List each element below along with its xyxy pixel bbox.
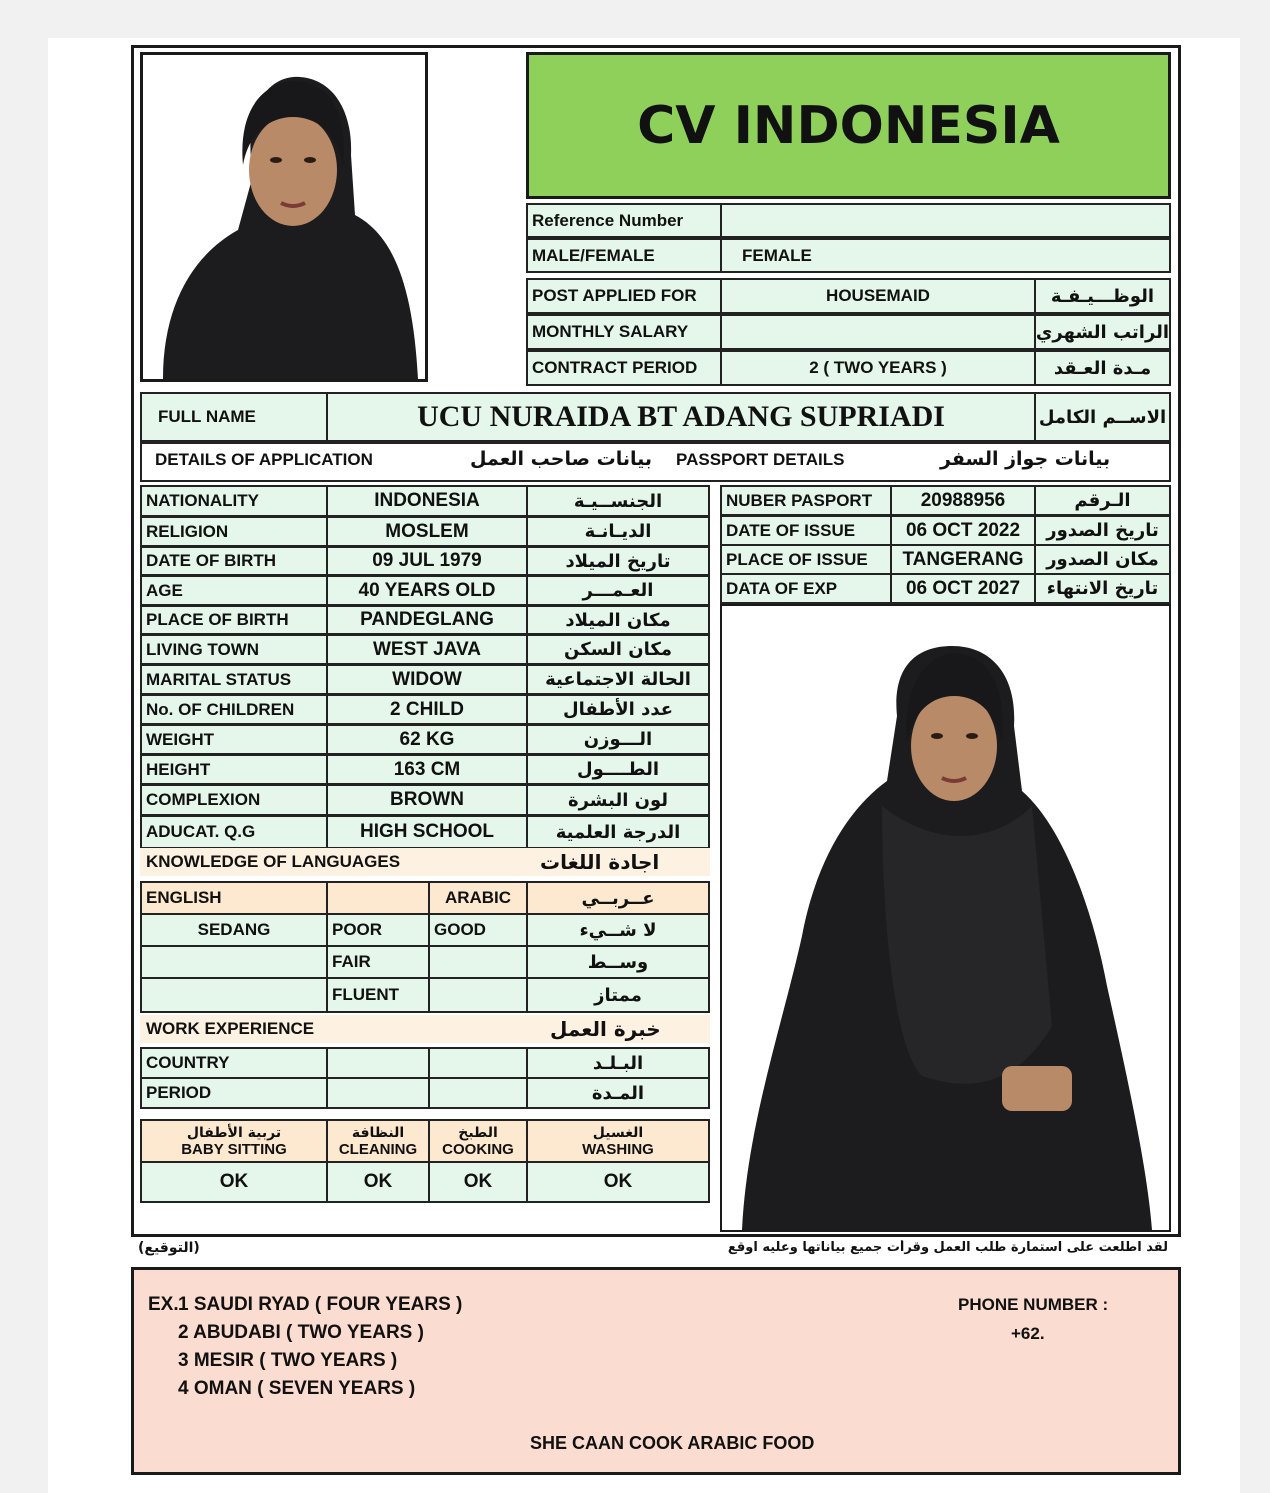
detail-label: AGE	[140, 575, 328, 606]
salary-value	[720, 314, 1036, 350]
detail-label: LIVING TOWN	[140, 634, 328, 665]
detail-label: COMPLEXION	[140, 784, 328, 816]
detail-arabic: الديـانـة	[526, 516, 710, 547]
languages-label-arabic: اجادة اللغات	[540, 850, 660, 874]
contract-label: CONTRACT PERIOD	[526, 350, 722, 386]
experience-ex-label: EX.	[148, 1294, 179, 1315]
languages-label	[140, 848, 710, 876]
work-period-label: PERIOD	[140, 1077, 328, 1109]
skill-label: BABY SITTING	[181, 1140, 287, 1158]
work-country-label: COUNTRY	[140, 1047, 328, 1079]
detail-label: RELIGION	[140, 516, 328, 547]
detail-label: PLACE OF BIRTH	[140, 605, 328, 635]
cv-title: CV INDONESIA	[637, 95, 1060, 156]
lang-fluent-arabic: ممتاز	[526, 977, 710, 1013]
post-value: HOUSEMAID	[720, 278, 1036, 314]
experience-item-3: 3 MESIR ( TWO YEARS )	[178, 1350, 398, 1371]
detail-label: HEIGHT	[140, 754, 328, 785]
detail-arabic: الحالة الاجتماعية	[526, 664, 710, 695]
detail-arabic: الجنســيـة	[526, 485, 710, 517]
application-label: DETAILS OF APPLICATION	[155, 450, 373, 469]
detail-label: NATIONALITY	[140, 485, 328, 517]
experience-notes-box	[131, 1267, 1181, 1475]
gender-label: MALE/FEMALE	[526, 238, 722, 273]
reference-label: Reference Number	[526, 203, 722, 238]
portrait-photo	[140, 52, 428, 382]
detail-arabic: الطــــول	[526, 754, 710, 785]
detail-label: ADUCAT. Q.G	[140, 815, 328, 849]
detail-arabic: لون البشرة	[526, 784, 710, 816]
passport-value: 20988956	[890, 485, 1036, 516]
work-country-value-1	[326, 1047, 430, 1079]
lang-english-empty	[326, 881, 430, 915]
full-name-label: FULL NAME	[140, 392, 328, 442]
passport-label: DATE OF ISSUE	[720, 515, 892, 546]
detail-value: 163 CM	[326, 754, 528, 785]
detail-value: MOSLEM	[326, 516, 528, 547]
lang-arabic-label: ARABIC	[428, 881, 528, 915]
detail-value: 2 CHILD	[326, 694, 528, 725]
passport-arabic: الـرقم	[1034, 485, 1171, 516]
passport-arabic: تاريخ الصدور	[1034, 515, 1171, 546]
passport-value: 06 OCT 2027	[890, 573, 1036, 604]
full-name-value: UCU NURAIDA BT ADANG SUPRIADI	[326, 392, 1036, 442]
post-arabic: الوظـــيـفـة	[1034, 278, 1171, 314]
detail-value: HIGH SCHOOL	[326, 815, 528, 849]
passport-label: NUBER PASPORT	[720, 485, 892, 516]
detail-label: DATE OF BIRTH	[140, 546, 328, 576]
lang-fair-empty-2	[428, 945, 528, 979]
work-label-text: WORK EXPERIENCE	[146, 1019, 315, 1038]
passport-header-label: PASSPORT DETAILS	[676, 450, 845, 469]
detail-value: WIDOW	[326, 664, 528, 695]
skill-header	[140, 1119, 328, 1163]
detail-arabic: الدرجة العلمية	[526, 815, 710, 849]
salary-label: MONTHLY SALARY	[526, 314, 722, 350]
skill-arabic: الطبخ	[458, 1124, 498, 1141]
experience-note: SHE CAAN COOK ARABIC FOOD	[530, 1433, 815, 1453]
reference-value	[720, 203, 1171, 238]
phone-value: +62.	[1011, 1324, 1045, 1343]
passport-label: PLACE OF ISSUE	[720, 544, 892, 575]
detail-value: BROWN	[326, 784, 528, 816]
declaration-text: لقد اطلعت على استمارة طلب العمل وقرأت جميع بياناتها وعليه اوقع	[727, 1240, 1168, 1255]
languages-label-text: KNOWLEDGE OF LANGUAGES	[146, 852, 401, 871]
lang-level-value: SEDANG	[140, 913, 328, 947]
skill-arabic: تربية الأطفال	[186, 1124, 282, 1141]
work-country-value-2	[428, 1047, 528, 1079]
contract-value: 2 ( TWO YEARS )	[720, 350, 1036, 386]
detail-arabic: مكان الميلاد	[526, 605, 710, 635]
detail-arabic: عدد الأطفال	[526, 694, 710, 725]
work-period-value-2	[428, 1077, 528, 1109]
full-name-arabic: الاســم الكامل	[1034, 392, 1171, 442]
skill-header	[428, 1119, 528, 1163]
skill-label: CLEANING	[338, 1140, 418, 1158]
detail-label: WEIGHT	[140, 724, 328, 755]
experience-item-2: 2 ABUDABI ( TWO YEARS )	[178, 1322, 424, 1343]
lang-fluent-label: FLUENT	[326, 977, 430, 1013]
detail-value: 40 YEARS OLD	[326, 575, 528, 606]
lang-fluent-empty-2	[428, 977, 528, 1013]
skill-header	[326, 1119, 430, 1163]
post-label: POST APPLIED FOR	[526, 278, 722, 314]
full-body-photo	[720, 604, 1171, 1232]
work-label-arabic: خبرة العمل	[550, 1017, 661, 1041]
detail-label: MARITAL STATUS	[140, 664, 328, 695]
passport-value: 06 OCT 2022	[890, 515, 1036, 546]
skill-header	[526, 1119, 710, 1163]
passport-arabic: تاريخ الانتهاء	[1034, 573, 1171, 604]
application-arabic: بيانات صاحب العمل	[470, 448, 652, 470]
work-country-arabic: البـلـد	[526, 1047, 710, 1079]
lang-english-label: ENGLISH	[140, 881, 328, 915]
lang-arabic-arabic: عــربــي	[526, 881, 710, 915]
experience-item-1: 1 SAUDI RYAD ( FOUR YEARS )	[178, 1294, 463, 1315]
signature-label: (التوقيع)	[138, 1240, 200, 1256]
skill-arabic: الغسيل	[592, 1124, 644, 1141]
lang-fair-arabic: وســط	[526, 945, 710, 979]
cv-title-box	[526, 52, 1171, 199]
work-period-arabic: المـدة	[526, 1077, 710, 1109]
work-label	[140, 1015, 710, 1043]
detail-label: No. OF CHILDREN	[140, 694, 328, 725]
lang-poor-label: POOR	[326, 913, 430, 947]
contract-arabic: مـدة العـقد	[1034, 350, 1171, 386]
detail-arabic: مكان السكن	[526, 634, 710, 665]
detail-arabic: العـمـــر	[526, 575, 710, 606]
phone-label: PHONE NUMBER :	[958, 1295, 1109, 1314]
lang-poor-arabic: لا شــيء	[526, 913, 710, 947]
lang-fluent-empty	[140, 977, 328, 1013]
detail-value: 09 JUL 1979	[326, 546, 528, 576]
skill-value: OK	[326, 1161, 430, 1203]
detail-value: INDONESIA	[326, 485, 528, 517]
skill-label: WASHING	[582, 1140, 654, 1158]
salary-arabic: الراتب الشهري	[1034, 314, 1171, 350]
detail-value: 62 KG	[326, 724, 528, 755]
passport-header-arabic: بيانات جواز السفر	[940, 448, 1111, 470]
skill-value: OK	[526, 1161, 710, 1203]
skill-value: OK	[140, 1161, 328, 1203]
lang-good-label: GOOD	[428, 913, 528, 947]
skill-arabic: النظافة	[351, 1124, 405, 1141]
detail-arabic: الـــوزن	[526, 724, 710, 755]
passport-label: DATA OF EXP	[720, 573, 892, 604]
detail-value: WEST JAVA	[326, 634, 528, 665]
skill-label: COOKING	[442, 1140, 514, 1158]
lang-fair-empty	[140, 945, 328, 979]
passport-arabic: مكان الصدور	[1034, 544, 1171, 575]
detail-value: PANDEGLANG	[326, 605, 528, 635]
detail-arabic: تاريخ الميلاد	[526, 546, 710, 576]
work-period-value-1	[326, 1077, 430, 1109]
gender-value: FEMALE	[720, 238, 1171, 273]
skill-value: OK	[428, 1161, 528, 1203]
passport-value: TANGERANG	[890, 544, 1036, 575]
experience-item-4: 4 OMAN ( SEVEN YEARS )	[178, 1378, 416, 1399]
lang-fair-label: FAIR	[326, 945, 430, 979]
